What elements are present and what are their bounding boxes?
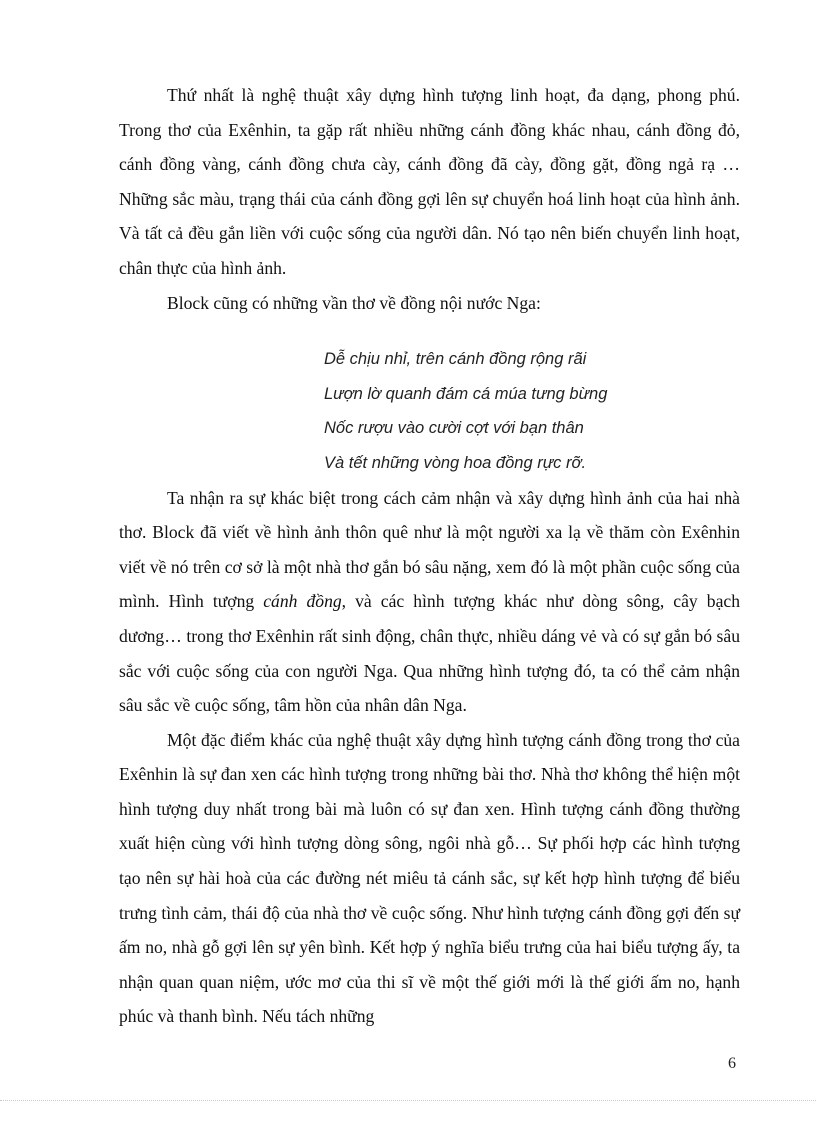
- paragraph-3-text-b: , và các hình tượng khác như dòng sông, cây bạch dương… trong thơ Exênhin rất sinh động, chân thực, nhiều dáng vẻ và có sự gắn bó sâu sắc với cuộc sống của con người Nga. Qua những hình tượng đó, ta có thể cảm nhận sâu sắc về cuộc sống, tâm hồn của nhân dân Nga.: [119, 591, 740, 716]
- paragraph-3-text-a: Ta nhận ra sự khác biệt trong cách cảm nhận và xây dựng hình ảnh của hai nhà thơ. Block đã viết về hình ảnh thôn quê như là một người xa lạ về thăm còn Exênhin viết về nó trên cơ sở là một nhà thơ gắn bó sâu nặng, xem đó là một phần cuộc sống của mình. Hình tượng: [119, 487, 740, 612]
- poem-line: Nốc rượu vào cười cợt với bạn thân: [324, 419, 584, 438]
- footer-divider: [0, 1100, 816, 1101]
- poem-line: Lượn lờ quanh đám cá múa tưng bừng: [324, 384, 608, 403]
- page-number: 6: [728, 1055, 736, 1072]
- poem-line: Dễ chịu nhỉ, trên cánh đồng rộng rãi: [324, 350, 587, 369]
- poem-line: Và tết những vòng hoa đồng rực rỡ.: [324, 453, 587, 472]
- paragraph-1: Thứ nhất là nghệ thuật xây dựng hình tượng linh hoạt, đa dạng, phong phú. Trong thơ của Exênhin, ta gặp rất nhiều những cánh đồng khác nhau, cánh đồng đỏ, cánh đồng vàng, cánh đồng chưa cày, cánh đồng đã cày, đồng gặt, đồng ngả rạ … Những sắc màu, trạng thái của cánh đồng gợi lên sự chuyển hoá linh hoạt của hình ảnh. Và tất cả đều gắn liền với cuộc sống của người dân. Nó tạo nên biến chuyển linh hoạt, chân thực của hình ảnh.: [119, 85, 740, 278]
- paragraph-2: Block cũng có những vần thơ về đồng nội nước Nga:: [167, 292, 541, 313]
- paragraph-3-emphasis: cánh đồng: [263, 591, 342, 612]
- page-content: [119, 78, 740, 1034]
- paragraph-3: [119, 481, 740, 723]
- poem-block: [324, 342, 740, 480]
- paragraph-4: Một đặc điểm khác của nghệ thuật xây dựng hình tượng cánh đồng trong thơ của Exênhin là sự đan xen các hình tượng trong những bài thơ. Nhà thơ không thể hiện một hình tượng duy nhất trong bài mà luôn có sự đan xen. Hình tượng cánh đồng thường xuất hiện cùng với hình tượng dòng sông, ngôi nhà gỗ… Sự phối hợp các hình tượng tạo nên sự hài hoà của các đường nét miêu tả cánh sắc, sự kết hợp hình tượng để biểu trưng tình cảm, thái độ của nhà thơ về cuộc sống. Như hình tượng cánh đồng gợi đến sự ấm no, nhà gỗ gợi lên sự yên bình. Kết hợp ý nghĩa biểu trưng của hai biểu tượng ấy, ta nhận quan quan niệm, ước mơ của thi sĩ về một thế giới mới là thế giới ấm no, hạnh phúc và thanh bình. Nếu tách những: [119, 729, 740, 1027]
